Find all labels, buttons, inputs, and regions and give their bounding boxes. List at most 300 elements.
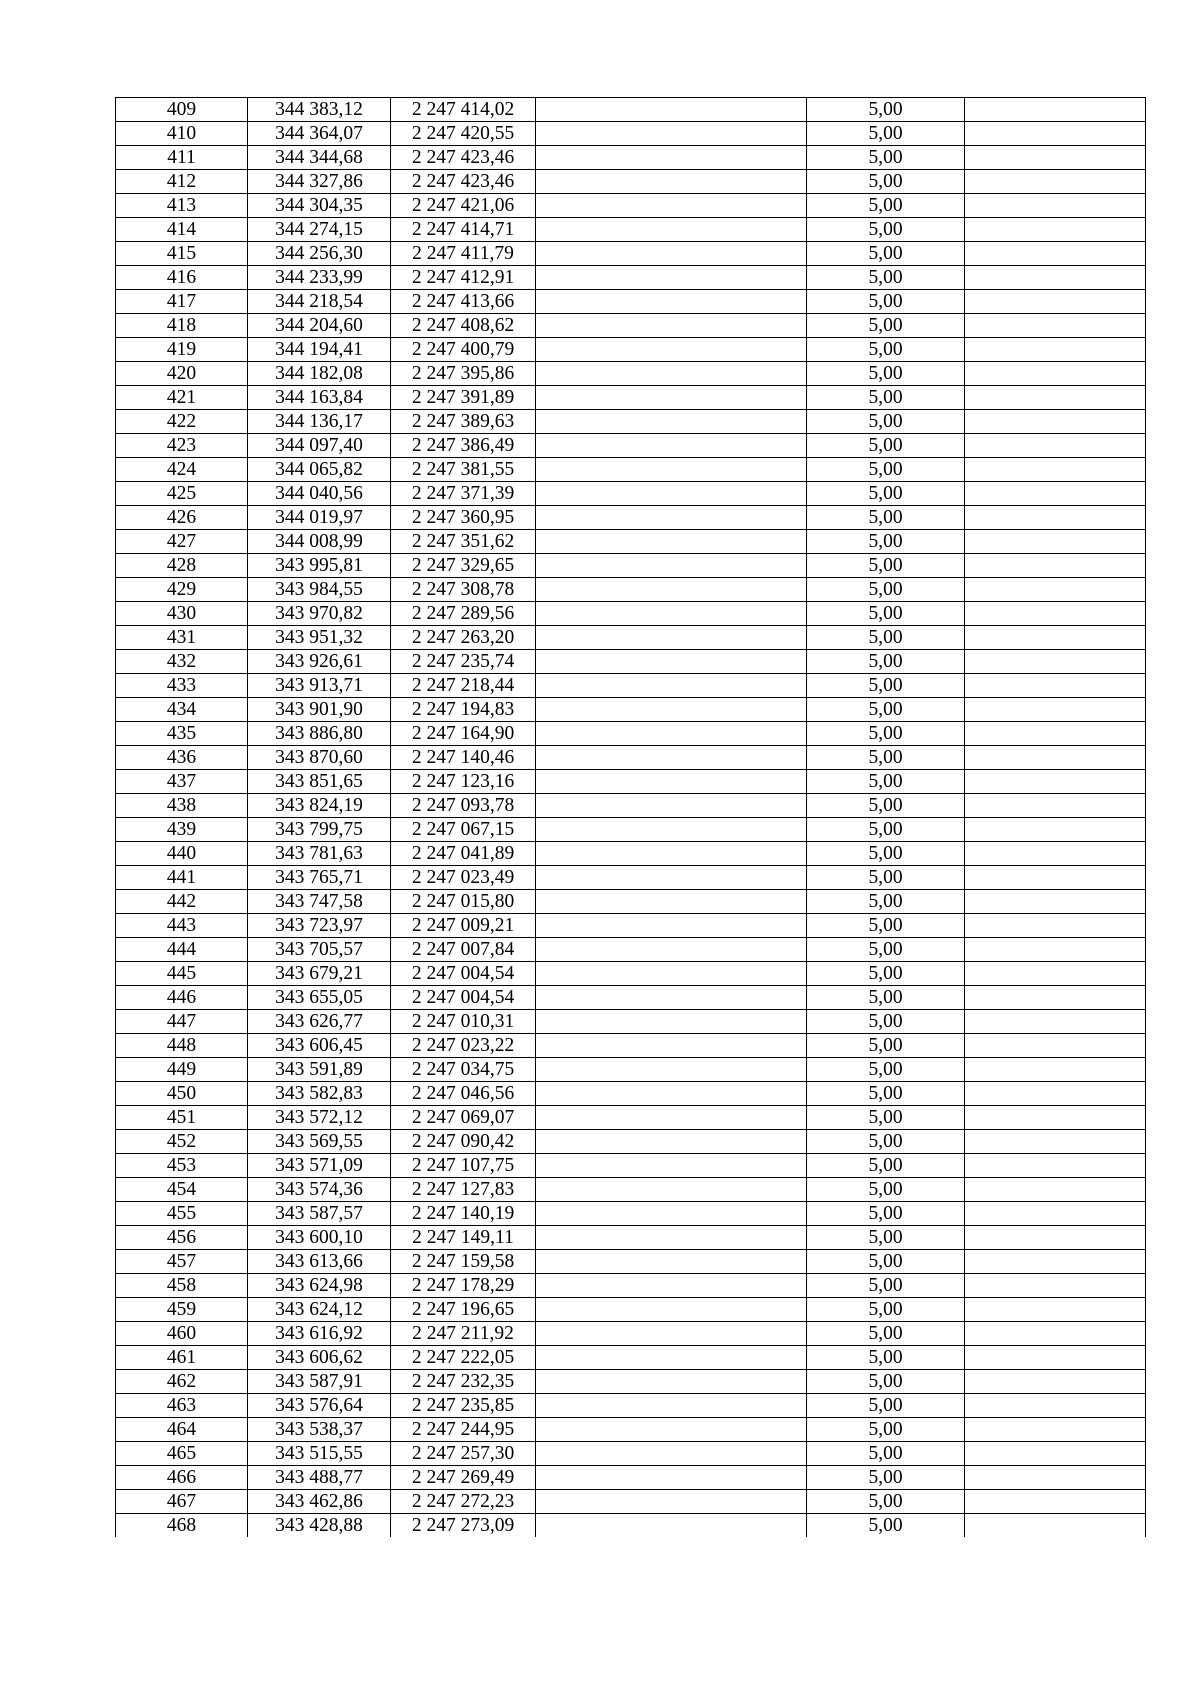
y-coordinate-cell: 2 247 218,44 — [391, 674, 536, 698]
point-number-cell: 434 — [116, 698, 248, 722]
table-row — [116, 722, 1146, 746]
empty-cell-cell — [536, 722, 807, 746]
point-number-cell: 441 — [116, 866, 248, 890]
x-coordinate-cell: 343 624,12 — [248, 1298, 391, 1322]
x-coordinate-cell: 344 019,97 — [248, 506, 391, 530]
point-number-cell: 467 — [116, 1490, 248, 1514]
empty-cell-cell — [965, 698, 1146, 722]
empty-cell-cell — [965, 1250, 1146, 1274]
y-coordinate-cell: 2 247 244,95 — [391, 1418, 536, 1442]
point-number-cell: 417 — [116, 290, 248, 314]
y-coordinate-cell: 2 247 107,75 — [391, 1154, 536, 1178]
point-number-cell: 452 — [116, 1130, 248, 1154]
x-coordinate-cell: 344 065,82 — [248, 458, 391, 482]
y-coordinate-cell: 2 247 127,83 — [391, 1178, 536, 1202]
x-coordinate-cell: 343 606,62 — [248, 1346, 391, 1370]
table-row — [116, 1130, 1146, 1154]
point-number-cell: 436 — [116, 746, 248, 770]
x-coordinate-cell: 344 008,99 — [248, 530, 391, 554]
table-row — [116, 410, 1146, 434]
table-row — [116, 170, 1146, 194]
x-coordinate-cell: 343 587,57 — [248, 1202, 391, 1226]
table-row — [116, 626, 1146, 650]
table-row — [116, 1010, 1146, 1034]
x-coordinate-cell: 343 870,60 — [248, 746, 391, 770]
y-coordinate-cell: 2 247 395,86 — [391, 362, 536, 386]
accuracy-value-cell: 5,00 — [807, 818, 965, 842]
point-number-cell: 449 — [116, 1058, 248, 1082]
accuracy-value-cell: 5,00 — [807, 314, 965, 338]
table-row — [116, 938, 1146, 962]
accuracy-value-cell: 5,00 — [807, 554, 965, 578]
empty-cell-cell — [536, 1394, 807, 1418]
y-coordinate-cell: 2 247 351,62 — [391, 530, 536, 554]
empty-cell-cell — [536, 1106, 807, 1130]
point-number-cell: 411 — [116, 146, 248, 170]
empty-cell-cell — [536, 1274, 807, 1298]
x-coordinate-cell: 343 591,89 — [248, 1058, 391, 1082]
table-row — [116, 914, 1146, 938]
empty-cell-cell — [536, 770, 807, 794]
empty-cell-cell — [965, 122, 1146, 146]
point-number-cell: 448 — [116, 1034, 248, 1058]
point-number-cell: 439 — [116, 818, 248, 842]
y-coordinate-cell: 2 247 090,42 — [391, 1130, 536, 1154]
accuracy-value-cell: 5,00 — [807, 1298, 965, 1322]
x-coordinate-cell: 343 574,36 — [248, 1178, 391, 1202]
empty-cell-cell — [965, 1082, 1146, 1106]
table-row — [116, 218, 1146, 242]
y-coordinate-cell: 2 247 408,62 — [391, 314, 536, 338]
empty-cell-cell — [965, 266, 1146, 290]
empty-cell-cell — [536, 1130, 807, 1154]
x-coordinate-cell: 343 613,66 — [248, 1250, 391, 1274]
empty-cell-cell — [965, 770, 1146, 794]
accuracy-value-cell: 5,00 — [807, 890, 965, 914]
accuracy-value-cell: 5,00 — [807, 1514, 965, 1538]
empty-cell-cell — [536, 1154, 807, 1178]
empty-cell-cell — [965, 506, 1146, 530]
table-row — [116, 1226, 1146, 1250]
y-coordinate-cell: 2 247 211,92 — [391, 1322, 536, 1346]
empty-cell-cell — [965, 1010, 1146, 1034]
table-row — [116, 242, 1146, 266]
table-row — [116, 1274, 1146, 1298]
accuracy-value-cell: 5,00 — [807, 1442, 965, 1466]
empty-cell-cell — [965, 962, 1146, 986]
empty-cell-cell — [536, 122, 807, 146]
empty-cell-cell — [536, 410, 807, 434]
x-coordinate-cell: 343 572,12 — [248, 1106, 391, 1130]
empty-cell-cell — [536, 482, 807, 506]
empty-cell-cell — [965, 362, 1146, 386]
x-coordinate-cell: 343 723,97 — [248, 914, 391, 938]
table-row — [116, 1202, 1146, 1226]
y-coordinate-cell: 2 247 381,55 — [391, 458, 536, 482]
x-coordinate-cell: 343 515,55 — [248, 1442, 391, 1466]
empty-cell-cell — [965, 986, 1146, 1010]
y-coordinate-cell: 2 247 386,49 — [391, 434, 536, 458]
y-coordinate-cell: 2 247 010,31 — [391, 1010, 536, 1034]
empty-cell-cell — [536, 266, 807, 290]
y-coordinate-cell: 2 247 235,74 — [391, 650, 536, 674]
table-row — [116, 290, 1146, 314]
x-coordinate-cell: 343 747,58 — [248, 890, 391, 914]
accuracy-value-cell: 5,00 — [807, 602, 965, 626]
point-number-cell: 468 — [116, 1514, 248, 1538]
empty-cell-cell — [965, 242, 1146, 266]
y-coordinate-cell: 2 247 400,79 — [391, 338, 536, 362]
table-row — [116, 962, 1146, 986]
accuracy-value-cell: 5,00 — [807, 98, 965, 122]
accuracy-value-cell: 5,00 — [807, 1082, 965, 1106]
point-number-cell: 454 — [116, 1178, 248, 1202]
x-coordinate-cell: 344 364,07 — [248, 122, 391, 146]
y-coordinate-cell: 2 247 041,89 — [391, 842, 536, 866]
point-number-cell: 450 — [116, 1082, 248, 1106]
empty-cell-cell — [965, 842, 1146, 866]
accuracy-value-cell: 5,00 — [807, 170, 965, 194]
point-number-cell: 451 — [116, 1106, 248, 1130]
table-row — [116, 194, 1146, 218]
point-number-cell: 414 — [116, 218, 248, 242]
y-coordinate-cell: 2 247 269,49 — [391, 1466, 536, 1490]
point-number-cell: 410 — [116, 122, 248, 146]
empty-cell-cell — [965, 194, 1146, 218]
accuracy-value-cell: 5,00 — [807, 1394, 965, 1418]
accuracy-value-cell: 5,00 — [807, 578, 965, 602]
x-coordinate-cell: 343 428,88 — [248, 1514, 391, 1538]
y-coordinate-cell: 2 247 196,65 — [391, 1298, 536, 1322]
empty-cell-cell — [536, 962, 807, 986]
empty-cell-cell — [965, 1274, 1146, 1298]
empty-cell-cell — [536, 530, 807, 554]
empty-cell-cell — [965, 794, 1146, 818]
table-row — [116, 1322, 1146, 1346]
y-coordinate-cell: 2 247 257,30 — [391, 1442, 536, 1466]
x-coordinate-cell: 343 824,19 — [248, 794, 391, 818]
empty-cell-cell — [965, 1490, 1146, 1514]
y-coordinate-cell: 2 247 140,46 — [391, 746, 536, 770]
accuracy-value-cell: 5,00 — [807, 962, 965, 986]
empty-cell-cell — [965, 1322, 1146, 1346]
empty-cell-cell — [965, 1106, 1146, 1130]
table-row — [116, 602, 1146, 626]
y-coordinate-cell: 2 247 413,66 — [391, 290, 536, 314]
x-coordinate-cell: 343 951,32 — [248, 626, 391, 650]
empty-cell-cell — [965, 554, 1146, 578]
accuracy-value-cell: 5,00 — [807, 146, 965, 170]
empty-cell-cell — [965, 482, 1146, 506]
empty-cell-cell — [536, 1178, 807, 1202]
x-coordinate-cell: 343 462,86 — [248, 1490, 391, 1514]
point-number-cell: 431 — [116, 626, 248, 650]
empty-cell-cell — [536, 1010, 807, 1034]
empty-cell-cell — [965, 938, 1146, 962]
empty-cell-cell — [536, 242, 807, 266]
point-number-cell: 412 — [116, 170, 248, 194]
x-coordinate-cell: 344 383,12 — [248, 98, 391, 122]
x-coordinate-cell: 344 233,99 — [248, 266, 391, 290]
accuracy-value-cell: 5,00 — [807, 746, 965, 770]
x-coordinate-cell: 343 901,90 — [248, 698, 391, 722]
y-coordinate-cell: 2 247 263,20 — [391, 626, 536, 650]
y-coordinate-cell: 2 247 235,85 — [391, 1394, 536, 1418]
table-row — [116, 818, 1146, 842]
x-coordinate-cell: 344 344,68 — [248, 146, 391, 170]
accuracy-value-cell: 5,00 — [807, 194, 965, 218]
empty-cell-cell — [536, 938, 807, 962]
empty-cell-cell — [965, 890, 1146, 914]
y-coordinate-cell: 2 247 329,65 — [391, 554, 536, 578]
empty-cell-cell — [965, 1514, 1146, 1538]
empty-cell-cell — [965, 1130, 1146, 1154]
accuracy-value-cell: 5,00 — [807, 1178, 965, 1202]
accuracy-value-cell: 5,00 — [807, 458, 965, 482]
table-row — [116, 794, 1146, 818]
table-row — [116, 1370, 1146, 1394]
empty-cell-cell — [536, 914, 807, 938]
x-coordinate-cell: 344 163,84 — [248, 386, 391, 410]
empty-cell-cell — [536, 626, 807, 650]
accuracy-value-cell: 5,00 — [807, 1250, 965, 1274]
empty-cell-cell — [536, 1322, 807, 1346]
x-coordinate-cell: 343 571,09 — [248, 1154, 391, 1178]
x-coordinate-cell: 344 097,40 — [248, 434, 391, 458]
x-coordinate-cell: 344 182,08 — [248, 362, 391, 386]
x-coordinate-cell: 343 765,71 — [248, 866, 391, 890]
point-number-cell: 446 — [116, 986, 248, 1010]
table-row — [116, 842, 1146, 866]
accuracy-value-cell: 5,00 — [807, 338, 965, 362]
empty-cell-cell — [536, 554, 807, 578]
accuracy-value-cell: 5,00 — [807, 386, 965, 410]
y-coordinate-cell: 2 247 391,89 — [391, 386, 536, 410]
accuracy-value-cell: 5,00 — [807, 1226, 965, 1250]
empty-cell-cell — [536, 290, 807, 314]
empty-cell-cell — [536, 146, 807, 170]
accuracy-value-cell: 5,00 — [807, 266, 965, 290]
y-coordinate-cell: 2 247 360,95 — [391, 506, 536, 530]
empty-cell-cell — [536, 1490, 807, 1514]
y-coordinate-cell: 2 247 273,09 — [391, 1514, 536, 1538]
table-row — [116, 1490, 1146, 1514]
y-coordinate-cell: 2 247 423,46 — [391, 146, 536, 170]
point-number-cell: 440 — [116, 842, 248, 866]
empty-cell-cell — [965, 410, 1146, 434]
point-number-cell: 437 — [116, 770, 248, 794]
accuracy-value-cell: 5,00 — [807, 434, 965, 458]
x-coordinate-cell: 343 626,77 — [248, 1010, 391, 1034]
accuracy-value-cell: 5,00 — [807, 722, 965, 746]
empty-cell-cell — [536, 1370, 807, 1394]
y-coordinate-cell: 2 247 009,21 — [391, 914, 536, 938]
empty-cell-cell — [965, 218, 1146, 242]
table-row — [116, 890, 1146, 914]
empty-cell-cell — [965, 1226, 1146, 1250]
x-coordinate-cell: 344 218,54 — [248, 290, 391, 314]
empty-cell-cell — [965, 1442, 1146, 1466]
table-row — [116, 458, 1146, 482]
y-coordinate-cell: 2 247 421,06 — [391, 194, 536, 218]
table-row — [116, 1466, 1146, 1490]
empty-cell-cell — [965, 746, 1146, 770]
empty-cell-cell — [536, 1298, 807, 1322]
table-row — [116, 1154, 1146, 1178]
empty-cell-cell — [536, 794, 807, 818]
y-coordinate-cell: 2 247 093,78 — [391, 794, 536, 818]
accuracy-value-cell: 5,00 — [807, 626, 965, 650]
empty-cell-cell — [536, 1250, 807, 1274]
table-row — [116, 770, 1146, 794]
point-number-cell: 424 — [116, 458, 248, 482]
empty-cell-cell — [536, 338, 807, 362]
empty-cell-cell — [965, 338, 1146, 362]
point-number-cell: 422 — [116, 410, 248, 434]
accuracy-value-cell: 5,00 — [807, 1274, 965, 1298]
x-coordinate-cell: 343 886,80 — [248, 722, 391, 746]
empty-cell-cell — [536, 170, 807, 194]
table-row — [116, 986, 1146, 1010]
point-number-cell: 457 — [116, 1250, 248, 1274]
accuracy-value-cell: 5,00 — [807, 362, 965, 386]
empty-cell-cell — [965, 626, 1146, 650]
y-coordinate-cell: 2 247 123,16 — [391, 770, 536, 794]
point-number-cell: 455 — [116, 1202, 248, 1226]
table-row — [116, 866, 1146, 890]
coordinates-table-body — [116, 98, 1146, 1538]
empty-cell-cell — [965, 458, 1146, 482]
empty-cell-cell — [965, 530, 1146, 554]
accuracy-value-cell: 5,00 — [807, 1034, 965, 1058]
table-row — [116, 1250, 1146, 1274]
point-number-cell: 432 — [116, 650, 248, 674]
empty-cell-cell — [965, 98, 1146, 122]
y-coordinate-cell: 2 247 149,11 — [391, 1226, 536, 1250]
empty-cell-cell — [536, 698, 807, 722]
empty-cell-cell — [536, 98, 807, 122]
point-number-cell: 443 — [116, 914, 248, 938]
empty-cell-cell — [536, 578, 807, 602]
table-row — [116, 1178, 1146, 1202]
y-coordinate-cell: 2 247 034,75 — [391, 1058, 536, 1082]
empty-cell-cell — [536, 818, 807, 842]
empty-cell-cell — [536, 194, 807, 218]
table-row — [116, 338, 1146, 362]
point-number-cell: 435 — [116, 722, 248, 746]
point-number-cell: 421 — [116, 386, 248, 410]
table-row — [116, 266, 1146, 290]
accuracy-value-cell: 5,00 — [807, 242, 965, 266]
point-number-cell: 459 — [116, 1298, 248, 1322]
empty-cell-cell — [536, 842, 807, 866]
x-coordinate-cell: 343 799,75 — [248, 818, 391, 842]
point-number-cell: 445 — [116, 962, 248, 986]
point-number-cell: 420 — [116, 362, 248, 386]
empty-cell-cell — [536, 1082, 807, 1106]
table-row — [116, 530, 1146, 554]
x-coordinate-cell: 343 606,45 — [248, 1034, 391, 1058]
x-coordinate-cell: 344 274,15 — [248, 218, 391, 242]
table-row — [116, 434, 1146, 458]
empty-cell-cell — [965, 578, 1146, 602]
x-coordinate-cell: 344 256,30 — [248, 242, 391, 266]
point-number-cell: 416 — [116, 266, 248, 290]
x-coordinate-cell: 344 194,41 — [248, 338, 391, 362]
point-number-cell: 464 — [116, 1418, 248, 1442]
y-coordinate-cell: 2 247 389,63 — [391, 410, 536, 434]
empty-cell-cell — [536, 1466, 807, 1490]
y-coordinate-cell: 2 247 164,90 — [391, 722, 536, 746]
empty-cell-cell — [536, 458, 807, 482]
accuracy-value-cell: 5,00 — [807, 1322, 965, 1346]
accuracy-value-cell: 5,00 — [807, 1346, 965, 1370]
x-coordinate-cell: 343 913,71 — [248, 674, 391, 698]
accuracy-value-cell: 5,00 — [807, 1490, 965, 1514]
x-coordinate-cell: 343 624,98 — [248, 1274, 391, 1298]
accuracy-value-cell: 5,00 — [807, 1058, 965, 1082]
accuracy-value-cell: 5,00 — [807, 986, 965, 1010]
empty-cell-cell — [536, 890, 807, 914]
accuracy-value-cell: 5,00 — [807, 938, 965, 962]
accuracy-value-cell: 5,00 — [807, 866, 965, 890]
x-coordinate-cell: 343 576,64 — [248, 1394, 391, 1418]
y-coordinate-cell: 2 247 140,19 — [391, 1202, 536, 1226]
table-row — [116, 146, 1146, 170]
empty-cell-cell — [965, 1202, 1146, 1226]
empty-cell-cell — [536, 506, 807, 530]
empty-cell-cell — [536, 218, 807, 242]
accuracy-value-cell: 5,00 — [807, 1010, 965, 1034]
empty-cell-cell — [536, 1202, 807, 1226]
point-number-cell: 465 — [116, 1442, 248, 1466]
point-number-cell: 409 — [116, 98, 248, 122]
empty-cell-cell — [965, 1370, 1146, 1394]
y-coordinate-cell: 2 247 004,54 — [391, 962, 536, 986]
empty-cell-cell — [965, 434, 1146, 458]
table-row — [116, 650, 1146, 674]
x-coordinate-cell: 344 136,17 — [248, 410, 391, 434]
accuracy-value-cell: 5,00 — [807, 650, 965, 674]
point-number-cell: 447 — [116, 1010, 248, 1034]
y-coordinate-cell: 2 247 159,58 — [391, 1250, 536, 1274]
point-number-cell: 444 — [116, 938, 248, 962]
table-row — [116, 362, 1146, 386]
accuracy-value-cell: 5,00 — [807, 698, 965, 722]
empty-cell-cell — [965, 914, 1146, 938]
y-coordinate-cell: 2 247 015,80 — [391, 890, 536, 914]
accuracy-value-cell: 5,00 — [807, 1418, 965, 1442]
x-coordinate-cell: 343 616,92 — [248, 1322, 391, 1346]
accuracy-value-cell: 5,00 — [807, 290, 965, 314]
y-coordinate-cell: 2 247 411,79 — [391, 242, 536, 266]
y-coordinate-cell: 2 247 004,54 — [391, 986, 536, 1010]
table-row — [116, 482, 1146, 506]
table-row — [116, 1058, 1146, 1082]
accuracy-value-cell: 5,00 — [807, 770, 965, 794]
table-row — [116, 386, 1146, 410]
table-row — [116, 578, 1146, 602]
empty-cell-cell — [965, 1466, 1146, 1490]
table-row — [116, 1394, 1146, 1418]
accuracy-value-cell: 5,00 — [807, 506, 965, 530]
accuracy-value-cell: 5,00 — [807, 914, 965, 938]
empty-cell-cell — [536, 746, 807, 770]
x-coordinate-cell: 343 851,65 — [248, 770, 391, 794]
x-coordinate-cell: 343 995,81 — [248, 554, 391, 578]
table-row — [116, 122, 1146, 146]
x-coordinate-cell: 343 538,37 — [248, 1418, 391, 1442]
